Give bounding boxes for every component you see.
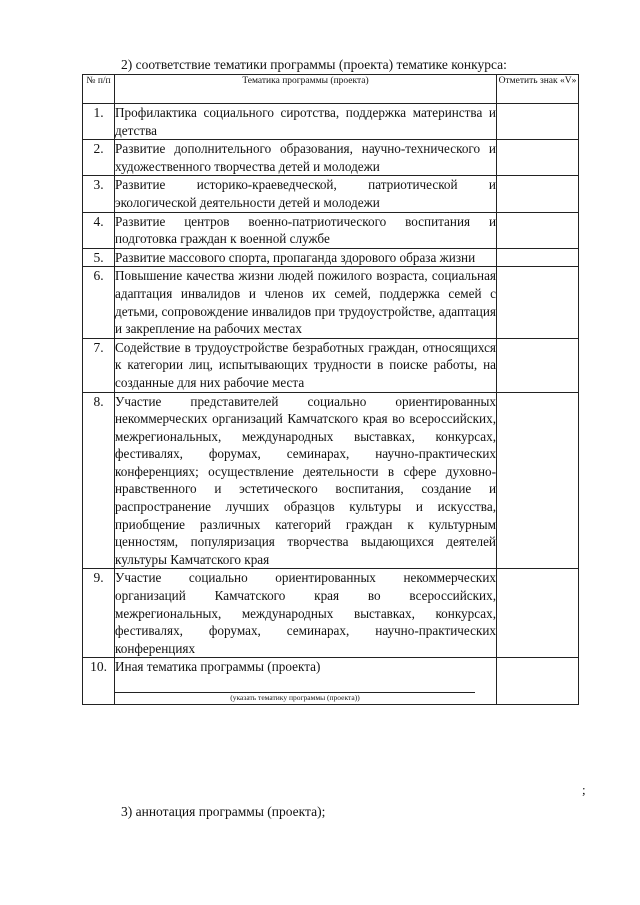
row-theme: Участие социально ориентированных некоммерческих организаций Камчатского края во всероссийских, межрегиональных, международных выставках, конкурсах, фестивалях, форумах, семинарах, научно-практических конференциях	[115, 569, 497, 658]
row-mark-cell[interactable]	[497, 212, 579, 248]
trailing-semicolon: ;	[582, 782, 586, 797]
table-row	[83, 392, 579, 569]
row-number: 3.	[83, 176, 115, 212]
row-number: 1.	[83, 104, 115, 140]
table-row	[83, 176, 579, 212]
row-number: 4.	[83, 212, 115, 248]
row-mark-cell[interactable]	[497, 338, 579, 392]
row-theme: Профилактика социального сиротства, поддержка материнства и детства	[115, 104, 497, 140]
row-number: 7.	[83, 338, 115, 392]
row-theme: Развитие центров военно-патриотического воспитания и подготовка граждан к военной службе	[115, 212, 497, 248]
row-mark-cell[interactable]	[497, 569, 579, 658]
table-body	[83, 104, 579, 705]
row-theme: Участие представителей социально ориентированных некоммерческих организаций Камчатского края во всероссийских, межрегиональных, международных выставках, конкурсах, фестивалях, форумах, семинарах, научно-практических конференциях; осуществление деятельности в сфере духовно-нравственного и эстетического воспитания, создание и распространение лучших образцов культуры и искусства, приобщение различных категорий граждан к культурным ценностям, популяризация творчества выдающихся деятелей культуры Камчатского края	[115, 392, 497, 569]
other-theme-label: Иная тематика программы (проекта)	[115, 659, 321, 675]
table-row	[83, 140, 579, 176]
table-row	[83, 212, 579, 248]
other-theme-caption: (указать тематику программы (проекта))	[230, 693, 360, 702]
row-mark-cell[interactable]	[497, 140, 579, 176]
table-header-row	[83, 75, 579, 104]
table-row	[83, 248, 579, 267]
row-number: 8.	[83, 392, 115, 569]
row-theme: Содействие в трудоустройстве безработных граждан, относящихся к категории лиц, испытывающих трудности в поиске работы, на созданные для них рабочие места	[115, 338, 497, 392]
table-row	[83, 267, 579, 338]
header-mark: Отметить знак «V»	[497, 75, 579, 104]
annotation-heading: 3) аннотация программы (проекта);	[121, 804, 326, 819]
row-theme-other	[115, 658, 497, 705]
table-row	[83, 338, 579, 392]
row-theme: Развитие дополнительного образования, научно-технического и художественного творчества детей и молодежи	[115, 140, 497, 176]
row-mark-cell[interactable]	[497, 176, 579, 212]
other-theme-input-line[interactable]	[115, 680, 475, 693]
row-mark-cell[interactable]	[497, 267, 579, 338]
row-number: 2.	[83, 140, 115, 176]
themes-table	[82, 74, 579, 705]
row-theme: Повышение качества жизни людей пожилого возраста, социальная адаптация инвалидов и членов их семей, поддержка семей с детьми, сопровождение инвалидов при трудоустройстве, адаптация и закрепление на рабочих местах	[115, 267, 497, 338]
row-mark-cell[interactable]	[497, 658, 579, 705]
section-heading: 2) соответствие тематики программы (проекта) тематике конкурса:	[121, 57, 507, 72]
row-number: 10.	[83, 658, 115, 705]
table-row	[83, 104, 579, 140]
table-row-other	[83, 658, 579, 705]
table-row	[83, 569, 579, 658]
row-theme: Развитие массового спорта, пропаганда здорового образа жизни	[115, 248, 497, 267]
row-theme: Развитие историко-краеведческой, патриотической и экологической деятельности детей и молодежи	[115, 176, 497, 212]
header-theme: Тематика программы (проекта)	[115, 75, 497, 104]
row-number: 5.	[83, 248, 115, 267]
row-mark-cell[interactable]	[497, 248, 579, 267]
row-number: 6.	[83, 267, 115, 338]
row-number: 9.	[83, 569, 115, 658]
row-mark-cell[interactable]	[497, 104, 579, 140]
row-mark-cell[interactable]	[497, 392, 579, 569]
header-number: № п/п	[83, 75, 115, 104]
